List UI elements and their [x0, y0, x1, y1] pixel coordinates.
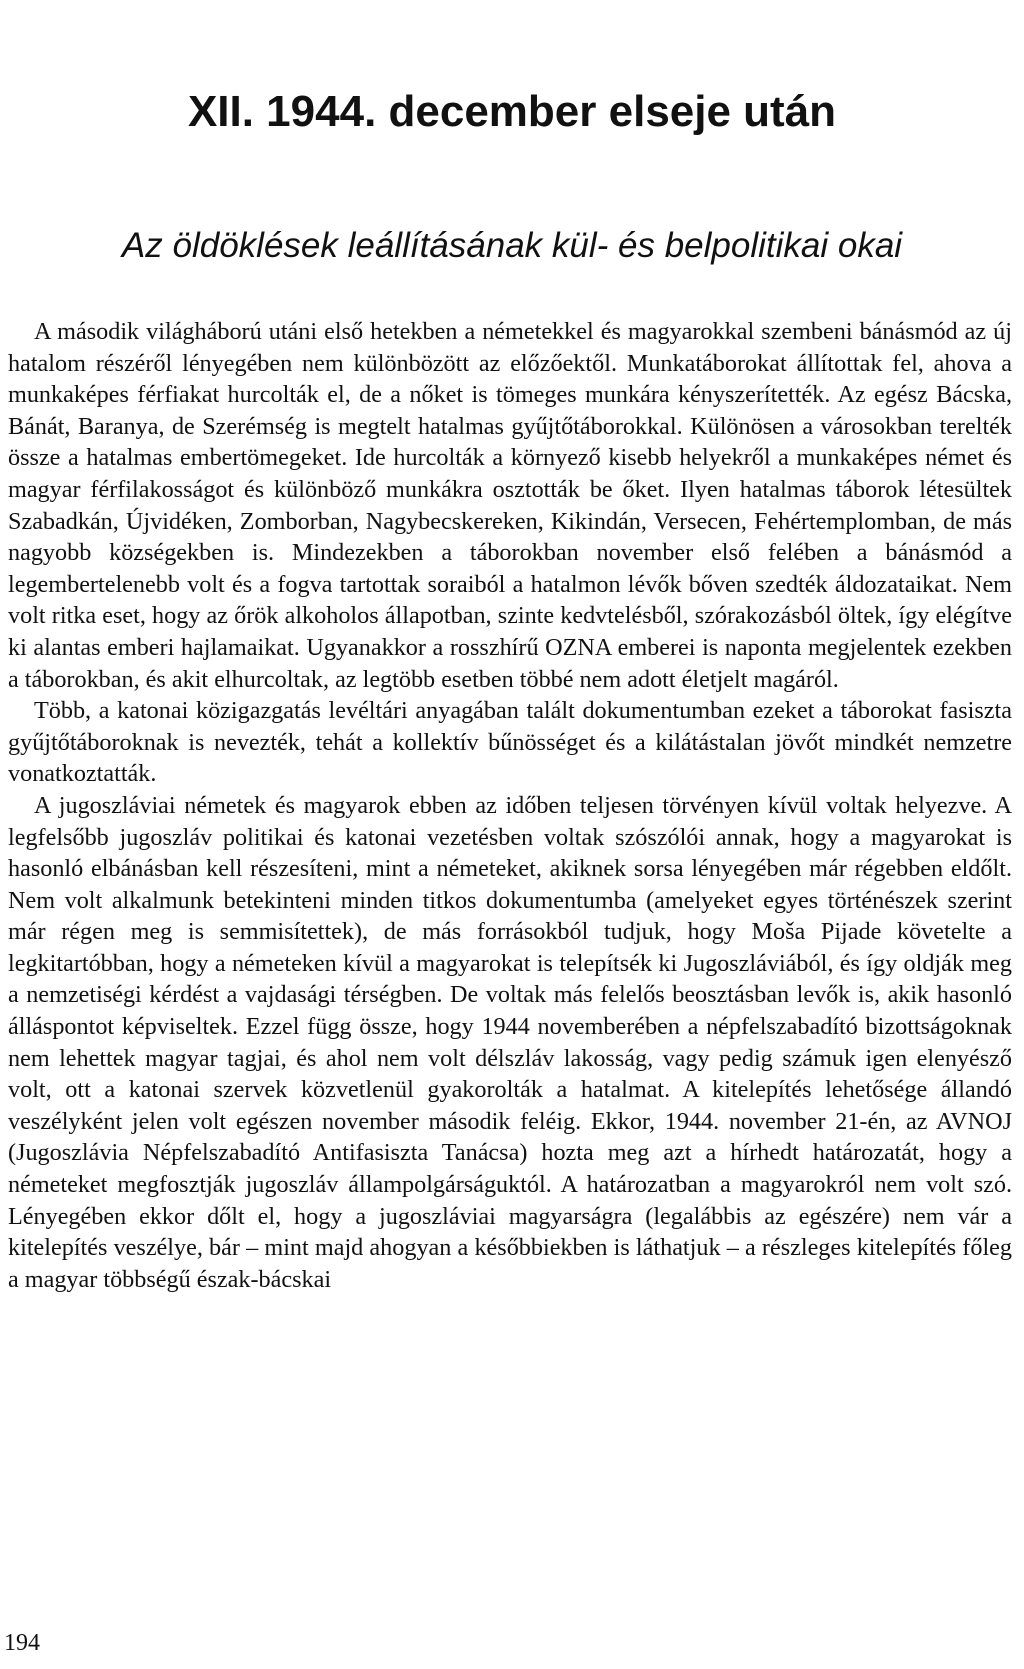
chapter-title: XII. 1944. december elseje után — [187, 87, 837, 136]
section-title: Az öldöklések leállításának kül- és belpolitikai okai — [121, 226, 903, 265]
paragraph-3: A jugoszláviai németek és magyarok ebben az időben teljesen törvényen kívül voltak helyezve. A legfelsőbb jugoszláv politikai és katonai vezetésben voltak szószólói annak, hogy a magyarokat is hasonló elbánásban kell részesíteni, mint a németeket, akiknek sorsa lényegében már régebben eldőlt. Nem volt alkalmunk betekinteni minden titkos dokumentumba (amelyeket egyes történészek szerint már régen meg is semmisítettek), de más forrásokból tudjuk, hogy Moša Pijade követelte a legkitartóbban, hogy a németeken kívül a magyarokat is telepítsék ki Jugoszláviából, és így oldják meg a nemzetiségi kérdést a vajdasági térségben. De voltak más felelős beosztásban levők is, akik hasonló álláspontot képviseltek. Ezzel függ össze, hogy 1944 novemberében a népfelszabadító bizottságoknak nem lehettek magyar tagjai, és ahol nem volt délszláv lakosság, vagy pedig számuk igen elenyésző volt, ott a katonai szervek közvetlenül gyakorolták a hatalmat. A kitelepítés lehetősége állandó veszélyként jelen volt egészen november második feléig. Ekkor, 1944. november 21-én, az AVNOJ (Jugoszlávia Népfelszabadító Antifasiszta Tanácsa) hozta meg azt a hírhedt határozatát, hogy a németeket megfosztják jugoszláv állampolgárságuktól. A határozatban a magyarokról nem volt szó. Lényegében ekkor dőlt el, hogy a jugoszláviai magyarságra (legalábbis az egészére) nem vár a kitelepítés veszélye, bár – mint majd ahogyan a későbbiekben is láthatjuk – a részleges kitelepítés főleg a magyar többségű észak-bácskai — [8, 791, 1012, 1293]
paragraph-2: Több, a katonai közigazgatás levéltári anyagában talált dokumentumban ezeket a táborokat fasiszta gyűjtőtáboroknak is nevezték, tehát a kollektív bűnösséget és a kilátástalan jövőt mindkét nemzetre vonatkoztatták. — [8, 697, 1012, 788]
paragraph-1: A második világháború utáni első hetekben a németekkel és magyarokkal szembeni bánásmód az új hatalom részéről lényegében nem különbözött az előzőektől. Munkatáborokat állítottak fel, ahova a munkaképes férfiakat hurcolták el, de a nőket is tömeges munkára kényszerítették. Az egész Bácska, Bánát, Baranya, de Szerémség is megtelt hatalmas gyűjtőtáborokkal. Különösen a városokban terelték össze a hatalmas embertömegeket. Ide hurcolták a környező kisebb helyekről a munkaképes német és magyar férfilakosságot és különböző munkákra osztották be őket. Ilyen hatalmas táborok létesültek Szabadkán, Újvidéken, Zomborban, Nagybecskereken, Kikindán, Versecen, Fehértemplomban, de más nagyobb községekben is. Mindezekben a táborokban november első felében a bánásmód a legembertelenebb volt és a fogva tartottak soraiból a hatalmon lévők bőven szedték áldozataikat. Nem volt ritka eset, hogy az őrök alkoholos állapotban, szinte kedvtelésből, szórakozásból öltek, így elégítve ki alantas emberi hajlamaikat. Ugyanakkor a rosszhírű OZNA emberei is naponta megjelentek ezekben a táborokban, és akit elhurcoltak, az legtöbb esetben többé nem adott életjelt magáról. — [8, 318, 1012, 693]
page-number: 194 — [4, 1630, 40, 1656]
body-text — [8, 316, 1012, 1295]
